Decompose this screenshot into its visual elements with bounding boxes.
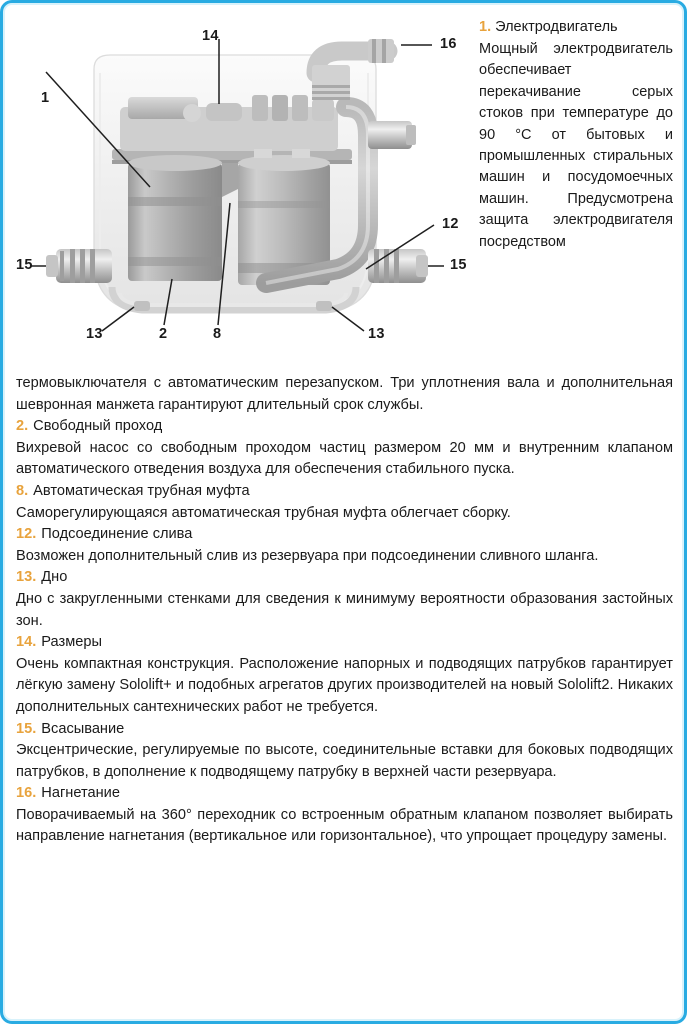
- rib-c: [292, 95, 308, 121]
- section-heading-16: [16, 783, 673, 805]
- section-body-2: Вихревой насос со свободным проходом частиц размером 20 мм и внутренним клапаном автоматического отведения воздуха для обеспечения стабильного пуска.: [16, 439, 673, 478]
- section-body-14: Очень компактная конструкция. Расположение напорных и подводящих патрубков гарантирует лёгкую замену Sololift+ и подобных агрегатов других производителей на новый Sololift2. Никаких дополнительных сантехнических работ не требуется.: [16, 655, 673, 715]
- lead-heading: [479, 17, 673, 38]
- cable-gland: [206, 103, 242, 121]
- round-cap: [183, 104, 201, 122]
- pump-lug-b: [292, 149, 310, 158]
- leader-13-right: [332, 307, 364, 331]
- motor-body-top: [128, 155, 222, 171]
- leader-13-left: [102, 307, 134, 331]
- right-inlet-connector: [368, 249, 428, 283]
- section-body-12: Возможен дополнительный слив из резервуара при подсоединении сливного шланга.: [16, 547, 599, 564]
- callout-14: 14: [202, 28, 219, 44]
- section-heading-2: [16, 416, 673, 438]
- section-number: 2.: [16, 418, 29, 435]
- lead-body-continued: термовыключателя с автоматическим перезапуском. Три уплотнения вала и дополнительная шевронная манжета гарантируют длительный срок службы.: [16, 375, 673, 413]
- pump-band-1: [238, 201, 330, 208]
- callout-15-left: 15: [16, 257, 33, 273]
- callout-8: 8: [213, 326, 222, 342]
- section-body-8: Саморегулирующаяся автоматическая трубная муфта облегчает сборку.: [16, 504, 511, 521]
- section-number: 14.: [16, 634, 37, 651]
- section-heading-15: [16, 719, 673, 741]
- rib-d: [312, 99, 334, 121]
- section-heading-12: [16, 524, 673, 546]
- lead-number: 1.: [479, 19, 492, 35]
- motor-band-1: [128, 197, 222, 206]
- outlet-flange-rib-b: [382, 39, 386, 63]
- product-figure: [16, 11, 471, 367]
- callout-15-right: 15: [450, 257, 467, 273]
- section-title: Автоматическая трубная муфта: [33, 482, 250, 499]
- outlet-flange: [368, 39, 394, 63]
- section-body-15: Эксцентрические, регулируемые по высоте, соединительные вставки для боковых подводящих патрубков, в дополнение к подводящему патрубку в верхней части резервуара.: [16, 742, 673, 780]
- section-title: Свободный проход: [33, 418, 163, 435]
- outlet-threads: [312, 85, 350, 100]
- callout-12: 12: [442, 216, 459, 232]
- section-number: 12.: [16, 526, 37, 543]
- section-number: 16.: [16, 785, 37, 802]
- callout-16: 16: [440, 36, 457, 52]
- section-title: Дно: [41, 569, 68, 586]
- pump-lug-a: [254, 149, 272, 158]
- callout-1: 1: [41, 90, 50, 106]
- section-heading-14: [16, 632, 673, 654]
- upper-inlet: [368, 121, 412, 149]
- section-heading-8: [16, 481, 673, 503]
- section-title: Нагнетание: [41, 785, 120, 802]
- page-content: [3, 3, 684, 1021]
- callout-13-right: 13: [368, 326, 385, 342]
- motor-band-2: [128, 257, 222, 266]
- section-title: Подсоединение слива: [41, 526, 193, 543]
- pump-body-top: [238, 155, 330, 171]
- bottom-boss-left: [134, 301, 150, 311]
- callout-2: 2: [159, 326, 168, 342]
- upper-inlet-lip: [406, 125, 416, 145]
- section-heading-13: [16, 567, 673, 589]
- pump-cutaway-illustration: [16, 11, 471, 367]
- section-title: Всасывание: [41, 720, 125, 737]
- section-number: 8.: [16, 482, 29, 499]
- section-number: 13.: [16, 569, 37, 586]
- lead-body-column: Мощный электродвигатель обеспечивает перекачивание серых стоков при температуре до 90 °C от бытовых и промышленных стиральных машин и посудомоечных машин. Предусмотрена защита электродвигателя посредством: [479, 41, 673, 250]
- body-text: [16, 373, 673, 848]
- outlet-flange-rib-a: [372, 39, 376, 63]
- left-inlet-connector: [46, 249, 112, 283]
- section-title: Размеры: [41, 634, 102, 651]
- bottom-boss-right: [316, 301, 332, 311]
- rib-a: [252, 95, 268, 121]
- section-number: 15.: [16, 720, 37, 737]
- section-body-13: Дно с закругленными стенками для сведения к минимуму вероятности образования застойных зон.: [16, 590, 673, 629]
- top-section: [16, 11, 673, 371]
- callout-13-left: 13: [86, 326, 103, 342]
- section-body-16: Поворачиваемый на 360° переходник со встроенным обратным клапаном позволяет выбирать направление нагнетания (вертикальное или горизонтальное), что упрощает процедуру замены.: [16, 806, 673, 845]
- rib-b: [272, 95, 288, 121]
- lead-title: Электродвигатель: [495, 19, 618, 35]
- lead-column: [471, 11, 673, 253]
